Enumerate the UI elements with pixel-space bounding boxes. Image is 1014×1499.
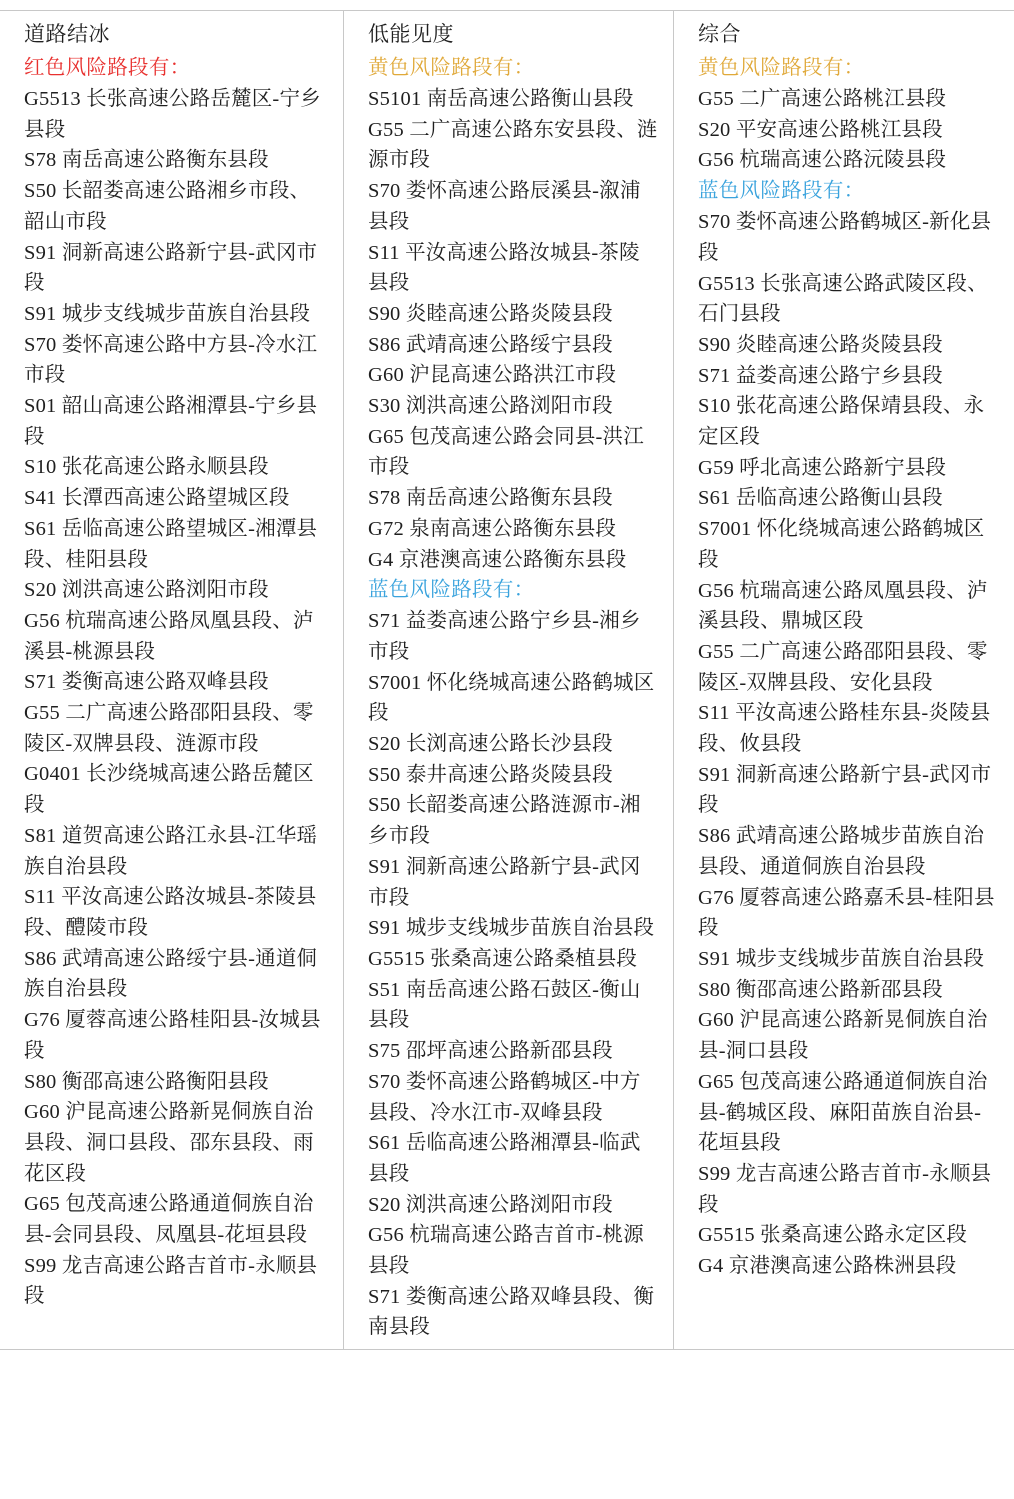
- list-item: S70 娄怀高速公路中方县-冷水江市段: [24, 333, 318, 387]
- risk-level-suffix: 有：: [492, 579, 535, 602]
- list-item: S91 城步支线城步苗族自治县段: [368, 917, 655, 940]
- list-item: G5513 长张高速公路武陵区段、石门县段: [698, 272, 988, 326]
- list-item: G0401 长沙绕城高速公路岳麓区段: [24, 763, 314, 817]
- list-item: G60 沪昆高速公路洪江市段: [368, 364, 617, 387]
- list-item: G76 厦蓉高速公路嘉禾县-桂阳县段: [698, 886, 995, 940]
- list-item: S61 岳临高速公路衡山县段: [698, 487, 943, 510]
- list-item: S51 南岳高速公路石鼓区-衡山县段: [368, 978, 641, 1032]
- list-item: G4 京港澳高速公路株洲县段: [698, 1255, 957, 1278]
- list-item: S86 武靖高速公路绥宁县段: [368, 333, 613, 356]
- risk-level-label: 黄色风险路段: [368, 57, 493, 79]
- list-item: S80 衡邵高速公路新邵县段: [698, 978, 943, 1001]
- list-item: S78 南岳高速公路衡东县段: [24, 149, 269, 172]
- list-item: S90 炎睦高速公路炎陵县段: [698, 333, 943, 356]
- list-item: S61 岳临高速公路湘潭县-临武县段: [368, 1132, 641, 1185]
- risk-level-label: 黄色风险路段: [698, 57, 823, 79]
- list-item: S70 娄怀高速公路鹤城区-新化县段: [698, 211, 992, 264]
- risk-level-label: 红色风险路段: [24, 57, 149, 79]
- list-item: S81 道贺高速公路江永县-江华瑶族自治县段: [24, 824, 318, 878]
- risk-level-heading-blue: [698, 176, 1000, 207]
- list-item: S20 浏洪高速公路浏阳市段: [24, 579, 269, 602]
- risk-level-heading-yellow: [698, 53, 1000, 84]
- list-item: G56 杭瑞高速公路吉首市-桃源县段: [368, 1224, 644, 1278]
- column-title: 综合: [698, 22, 741, 46]
- list-item: S86 武靖高速公路城步苗族自治县段、通道侗族自治县段: [698, 825, 985, 878]
- list-item: G76 厦蓉高速公路桂阳县-汝城县段: [24, 1009, 321, 1062]
- list-item: S7001 怀化绕城高速公路鹤城区段: [368, 671, 655, 725]
- list-item: S7001 怀化绕城高速公路鹤城区段: [698, 518, 985, 571]
- list-item: G72 泉南高速公路衡东县段: [368, 517, 617, 540]
- column-title: 道路结冰: [24, 22, 110, 46]
- list-item: S99 龙吉高速公路吉首市-永顺县段: [698, 1162, 992, 1216]
- list-item: S91 城步支线城步苗族自治县段: [24, 302, 311, 325]
- list-item: G4 京港澳高速公路衡东县段: [368, 548, 627, 571]
- list-item: S99 龙吉高速公路吉首市-永顺县段: [24, 1254, 318, 1308]
- list-item: S50 长韶娄高速公路湘乡市段、韶山市段: [24, 180, 311, 233]
- list-item: S71 娄衡高速公路双峰县段: [24, 671, 269, 694]
- list-item: S91 洞新高速公路新宁县-武冈市段: [368, 855, 641, 909]
- list-item: G55 二广高速公路邵阳县段、零陵区-双牌县段、安化县段: [698, 640, 988, 694]
- risk-level-suffix: 有：: [822, 180, 865, 203]
- risk-level-heading-yellow: [368, 53, 659, 84]
- column-comprehensive: [674, 11, 1014, 1349]
- list-item: S5101 南岳高速公路衡山县段: [368, 88, 634, 110]
- list-item: S30 浏洪高速公路浏阳市段: [368, 395, 613, 418]
- risk-level-suffix: 有：: [148, 57, 191, 79]
- list-item: S50 泰井高速公路炎陵县段: [368, 763, 613, 786]
- list-item: G5513 长张高速公路岳麓区-宁乡县段: [24, 88, 321, 141]
- list-item: S71 益娄高速公路宁乡县段: [698, 364, 943, 387]
- risk-level-heading-blue: [368, 575, 659, 606]
- risk-level-suffix: 有：: [492, 57, 535, 79]
- risk-level-label: 蓝色风险路段: [698, 180, 823, 203]
- list-item: S50 长韶娄高速公路涟源市-湘乡市段: [368, 794, 641, 848]
- list-item: S01 韶山高速公路湘潭县-宁乡县段: [24, 395, 318, 448]
- list-item: S91 洞新高速公路新宁县-武冈市段: [24, 241, 318, 295]
- column-title: 低能见度: [368, 22, 454, 46]
- list-item: G65 包茂高速公路会同县-洪江市段: [368, 425, 644, 479]
- list-item: S11 平汝高速公路汝城县-茶陵县段: [368, 241, 640, 295]
- list-item: G5515 张桑高速公路永定区段: [698, 1224, 968, 1247]
- list-item: S10 张花高速公路保靖县段、永定区段: [698, 395, 985, 449]
- list-item: G55 二广高速公路东安县段、涟源市段: [368, 118, 658, 172]
- list-item: G55 二广高速公路邵阳县段、零陵区-双牌县段、涟源市段: [24, 702, 314, 755]
- risk-level-heading-red: [24, 53, 329, 84]
- list-item: S11 平汝高速公路桂东县-炎陵县段、攸县段: [698, 702, 991, 756]
- list-item: G55 二广高速公路桃江县段: [698, 88, 947, 110]
- risk-level-label: 蓝色风险路段: [368, 579, 493, 602]
- list-item: G56 杭瑞高速公路沅陵县段: [698, 149, 947, 172]
- list-item: S10 张花高速公路永顺县段: [24, 456, 269, 479]
- list-item: S11 平汝高速公路汝城县-茶陵县段、醴陵市段: [24, 886, 317, 939]
- list-item: S78 南岳高速公路衡东县段: [368, 487, 613, 510]
- list-item: S20 浏洪高速公路浏阳市段: [368, 1193, 613, 1216]
- list-item: S80 衡邵高速公路衡阳县段: [24, 1070, 269, 1093]
- column-road-icing: [0, 11, 344, 1349]
- list-item: G56 杭瑞高速公路凤凰县段、泸溪县段、鼎城区段: [698, 579, 988, 633]
- list-item: S90 炎睦高速公路炎陵县段: [368, 302, 613, 325]
- list-item: G60 沪昆高速公路新晃侗族自治县-洞口县段: [698, 1009, 988, 1063]
- list-item: S71 益娄高速公路宁乡县-湘乡市段: [368, 610, 641, 663]
- list-item: S61 岳临高速公路望城区-湘潭县段、桂阳县段: [24, 517, 318, 571]
- risk-level-suffix: 有：: [822, 57, 865, 79]
- list-item: S20 长浏高速公路长沙县段: [368, 733, 613, 756]
- list-item: G5515 张桑高速公路桑植县段: [368, 947, 638, 970]
- list-item: S70 娄怀高速公路鹤城区-中方县段、冷水江市-双峰县段: [368, 1070, 641, 1124]
- list-item: S71 娄衡高速公路双峰县段、衡南县段: [368, 1285, 655, 1339]
- column-low-visibility: [344, 11, 674, 1349]
- list-item: S41 长潭西高速公路望城区段: [24, 487, 290, 510]
- list-item: S75 邵坪高速公路新邵县段: [368, 1040, 613, 1063]
- list-item: G56 杭瑞高速公路凤凰县段、泸溪县-桃源县段: [24, 609, 314, 663]
- list-item: S91 洞新高速公路新宁县-武冈市段: [698, 763, 992, 817]
- risk-table: [0, 10, 1014, 1350]
- list-item: S20 平安高速公路桃江县段: [698, 118, 943, 141]
- list-item: S86 武靖高速公路绥宁县-通道侗族自治县段: [24, 947, 318, 1001]
- list-item: G65 包茂高速公路通道侗族自治县-鹤城区段、麻阳苗族自治县-花垣县段: [698, 1070, 988, 1155]
- list-item: S91 城步支线城步苗族自治县段: [698, 947, 985, 970]
- list-item: G59 呼北高速公路新宁县段: [698, 456, 947, 479]
- list-item: G60 沪昆高速公路新晃侗族自治县段、洞口县段、邵东县段、雨花区段: [24, 1101, 314, 1185]
- list-item: G65 包茂高速公路通道侗族自治县-会同县段、凤凰县-花垣县段: [24, 1193, 314, 1247]
- list-item: S70 娄怀高速公路辰溪县-溆浦县段: [368, 180, 641, 233]
